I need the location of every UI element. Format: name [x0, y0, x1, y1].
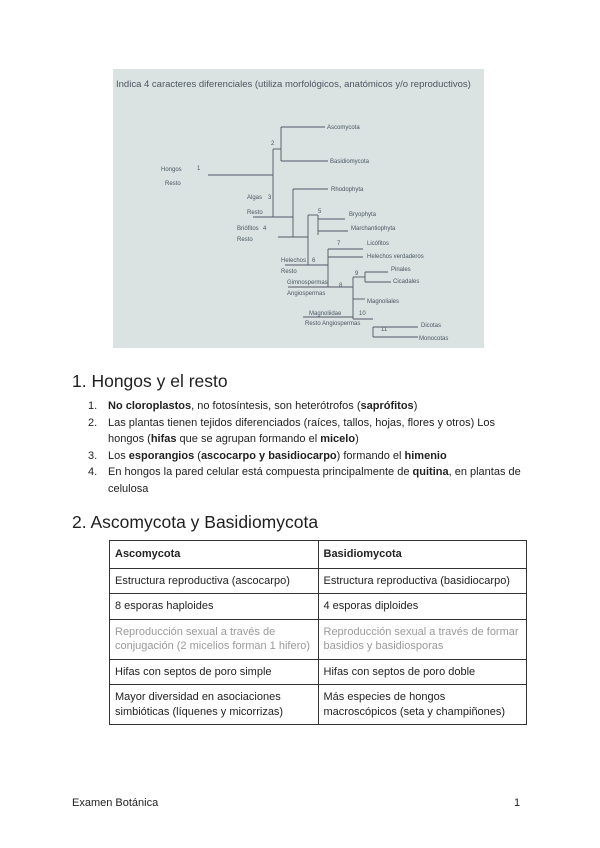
- label-cicadales: Cicadales: [393, 279, 420, 285]
- label-angiospermas: Angiospermas: [287, 291, 326, 297]
- table-cell: 4 esporas diploides: [318, 594, 527, 620]
- table-row: [110, 685, 527, 725]
- label-resto-2: Resto: [247, 210, 263, 216]
- num-5: 5: [318, 209, 322, 215]
- table-cell: Reproducción sexual a través de conjugación (2 micelios forman 1 hifero): [110, 619, 319, 659]
- page-number: 1: [514, 797, 521, 809]
- label-ascomycota: Ascomycota: [327, 125, 360, 131]
- num-7: 7: [337, 241, 341, 247]
- label-pinales: Pinales: [391, 267, 411, 273]
- label-magnoliidae: Magnoliidae: [309, 311, 342, 317]
- label-marchantiophyta: Marchantiophyta: [351, 226, 396, 232]
- header-basidiomycota: Basidiomycota: [318, 541, 527, 569]
- table-cell: Hifas con septos de poro simple: [110, 659, 319, 685]
- characters-list: [72, 398, 532, 498]
- num-6: 6: [312, 258, 316, 264]
- label-dicotas: Dicotas: [421, 323, 442, 329]
- cladogram-drawing: [113, 69, 484, 348]
- table-cell: Estructura reproductiva (ascocarpo): [110, 568, 319, 594]
- header-ascomycota: Ascomycota: [110, 541, 319, 569]
- list-item: 3. Los esporangios (ascocarpo y basidiocarpo) formando el himenio: [88, 449, 447, 462]
- label-resto-3: Resto: [237, 237, 253, 243]
- label-resto-angiospermas: Resto Angiospermas: [305, 321, 361, 327]
- label-helechos-verdaderos: Helechos verdaderos: [367, 254, 424, 260]
- label-bryophyta: Bryophyta: [349, 212, 377, 218]
- label-helechos: Helechos: [281, 258, 307, 264]
- label-resto-4: Resto: [281, 269, 297, 275]
- table-cell: Mayor diversidad en asociaciones simbióticas (líquenes y micorrizas): [110, 685, 319, 725]
- table-cell: Reproducción sexual a través de formar basidios y basidiosporas: [318, 619, 527, 659]
- label-briofitos: Briófitos: [237, 226, 259, 232]
- num-2: 2: [271, 141, 275, 147]
- list-item: 4. En hongos la pared celular está compuesta principalmente de quitina, en plantas de celulosa: [88, 466, 521, 495]
- table-row: [110, 659, 527, 685]
- list-item: 1. No cloroplastos, no fotosíntesis, son heterótrofos (saprófitos): [88, 400, 418, 412]
- table-header-row: [110, 541, 527, 569]
- label-magnoliales: Magnoliales: [367, 299, 400, 305]
- footer-title: Examen Botánica: [72, 797, 159, 809]
- label-rhodophyta: Rhodophyta: [331, 187, 364, 193]
- label-basidiomycota: Basidiomycota: [330, 159, 370, 165]
- label-gimnospermas: Gimnospermas: [287, 280, 328, 286]
- table-cell: Más especies de hongos macroscópicos (seta y champiñones): [318, 685, 527, 725]
- label-hongos: Hongos: [161, 167, 182, 173]
- table-row: [110, 594, 527, 620]
- label-licofitos: Licófitos: [367, 241, 390, 247]
- num-11: 11: [381, 327, 388, 333]
- photo-heading: Indica 4 caracteres diferenciales (utiliza morfológicos, anatómicos y/o reproductivos): [116, 79, 471, 90]
- num-1: 1: [197, 166, 201, 172]
- num-3: 3: [268, 195, 272, 201]
- num-8: 8: [339, 283, 343, 289]
- section-1-title: 1. Hongos y el resto: [72, 371, 228, 391]
- table-cell: Estructura reproductiva (basidiocarpo): [318, 568, 527, 594]
- section-2-title: 2. Ascomycota y Basidiomycota: [72, 512, 319, 532]
- table-cell: Hifas con septos de poro doble: [318, 659, 527, 685]
- num-10: 10: [359, 311, 366, 317]
- list-item: 2. Las plantas tienen tejidos diferenciados (raíces, tallos, hojas, flores y otros) Los hongos (hifas que se agrupan formando el micelo): [88, 416, 496, 446]
- table-cell: 8 esporas haploides: [110, 594, 319, 620]
- table-row: [110, 619, 527, 659]
- num-4: 4: [263, 226, 267, 232]
- comparison-table: [109, 540, 527, 725]
- label-resto-1: Resto: [165, 181, 181, 187]
- cladogram-photo: [113, 69, 484, 348]
- table-row: [110, 568, 527, 594]
- num-9: 9: [355, 271, 359, 277]
- label-monocotas: Monocotas: [419, 336, 449, 342]
- label-algas: Algas: [247, 195, 263, 201]
